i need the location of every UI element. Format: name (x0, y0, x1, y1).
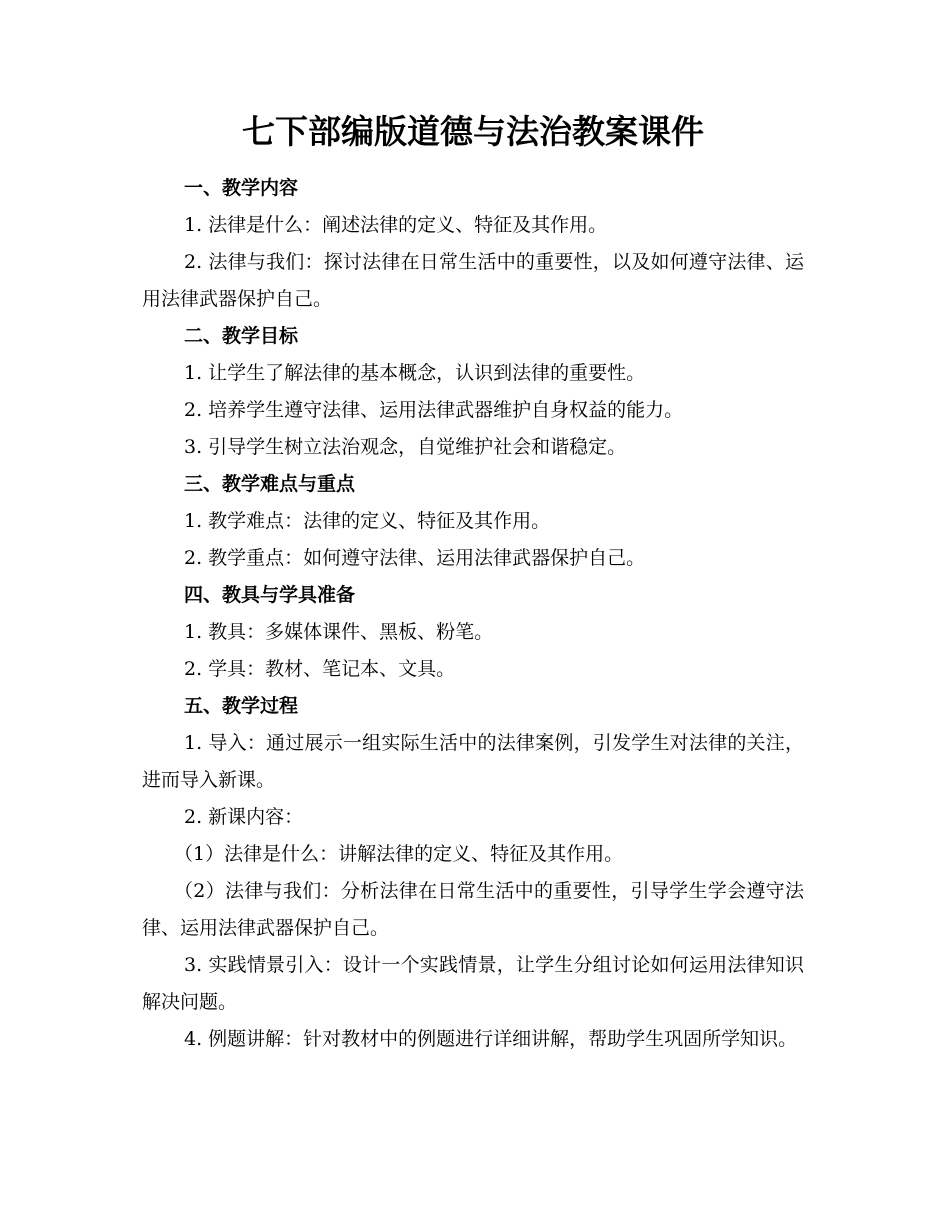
section-heading: 二、教学目标 (184, 325, 299, 347)
paragraph: 4. 例题讲解：针对教材中的例题进行详细讲解，帮助学生巩固所学知识。 (184, 1028, 798, 1050)
document-title: 七下部编版道德与法治教案课件 (242, 112, 704, 151)
section-heading: 四、教具与学具准备 (184, 584, 356, 606)
paragraph: 1. 让学生了解法律的基本概念，认识到法律的重要性。 (184, 362, 646, 384)
paragraph: 2. 培养学生遵守法律、运用法律武器维护自身权益的能力。 (184, 399, 684, 421)
paragraph: （2）法律与我们：分析法律在日常生活中的重要性，引导学生学会遵守法律、运用法律武器保护自己。 (142, 880, 804, 939)
paragraph: 2. 新课内容： (184, 806, 304, 828)
section-heading: 五、教学过程 (184, 695, 299, 717)
paragraph: 1. 法律是什么：阐述法律的定义、特征及其作用。 (184, 214, 608, 236)
paragraph: 1. 教学难点：法律的定义、特征及其作用。 (184, 510, 551, 532)
section-heading: 一、教学内容 (184, 177, 299, 199)
section-teaching-aids (142, 577, 804, 688)
paragraph: 3. 引导学生树立法治观念，自觉维护社会和谐稳定。 (184, 436, 627, 458)
paragraph: （1）法律是什么：讲解法律的定义、特征及其作用。 (174, 843, 624, 865)
section-difficulties-key-points (142, 466, 804, 577)
paragraph: 2. 学具：教材、笔记本、文具。 (184, 658, 456, 680)
section-heading: 三、教学难点与重点 (184, 473, 356, 495)
section-teaching-process (142, 688, 804, 1058)
section-teaching-content (142, 170, 804, 318)
paragraph: 2. 教学重点：如何遵守法律、运用法律武器保护自己。 (184, 547, 646, 569)
paragraph: 1. 导入：通过展示一组实际生活中的法律案例，引发学生对法律的关注，进而导入新课。 (142, 732, 804, 791)
document-page (142, 112, 804, 1058)
paragraph: 1. 教具：多媒体课件、黑板、粉笔。 (184, 621, 494, 643)
section-teaching-goals (142, 318, 804, 466)
paragraph: 2. 法律与我们：探讨法律在日常生活中的重要性，以及如何遵守法律、运用法律武器保护自己。 (142, 251, 804, 310)
paragraph: 3. 实践情景引入：设计一个实践情景，让学生分组讨论如何运用法律知识解决问题。 (142, 954, 804, 1013)
